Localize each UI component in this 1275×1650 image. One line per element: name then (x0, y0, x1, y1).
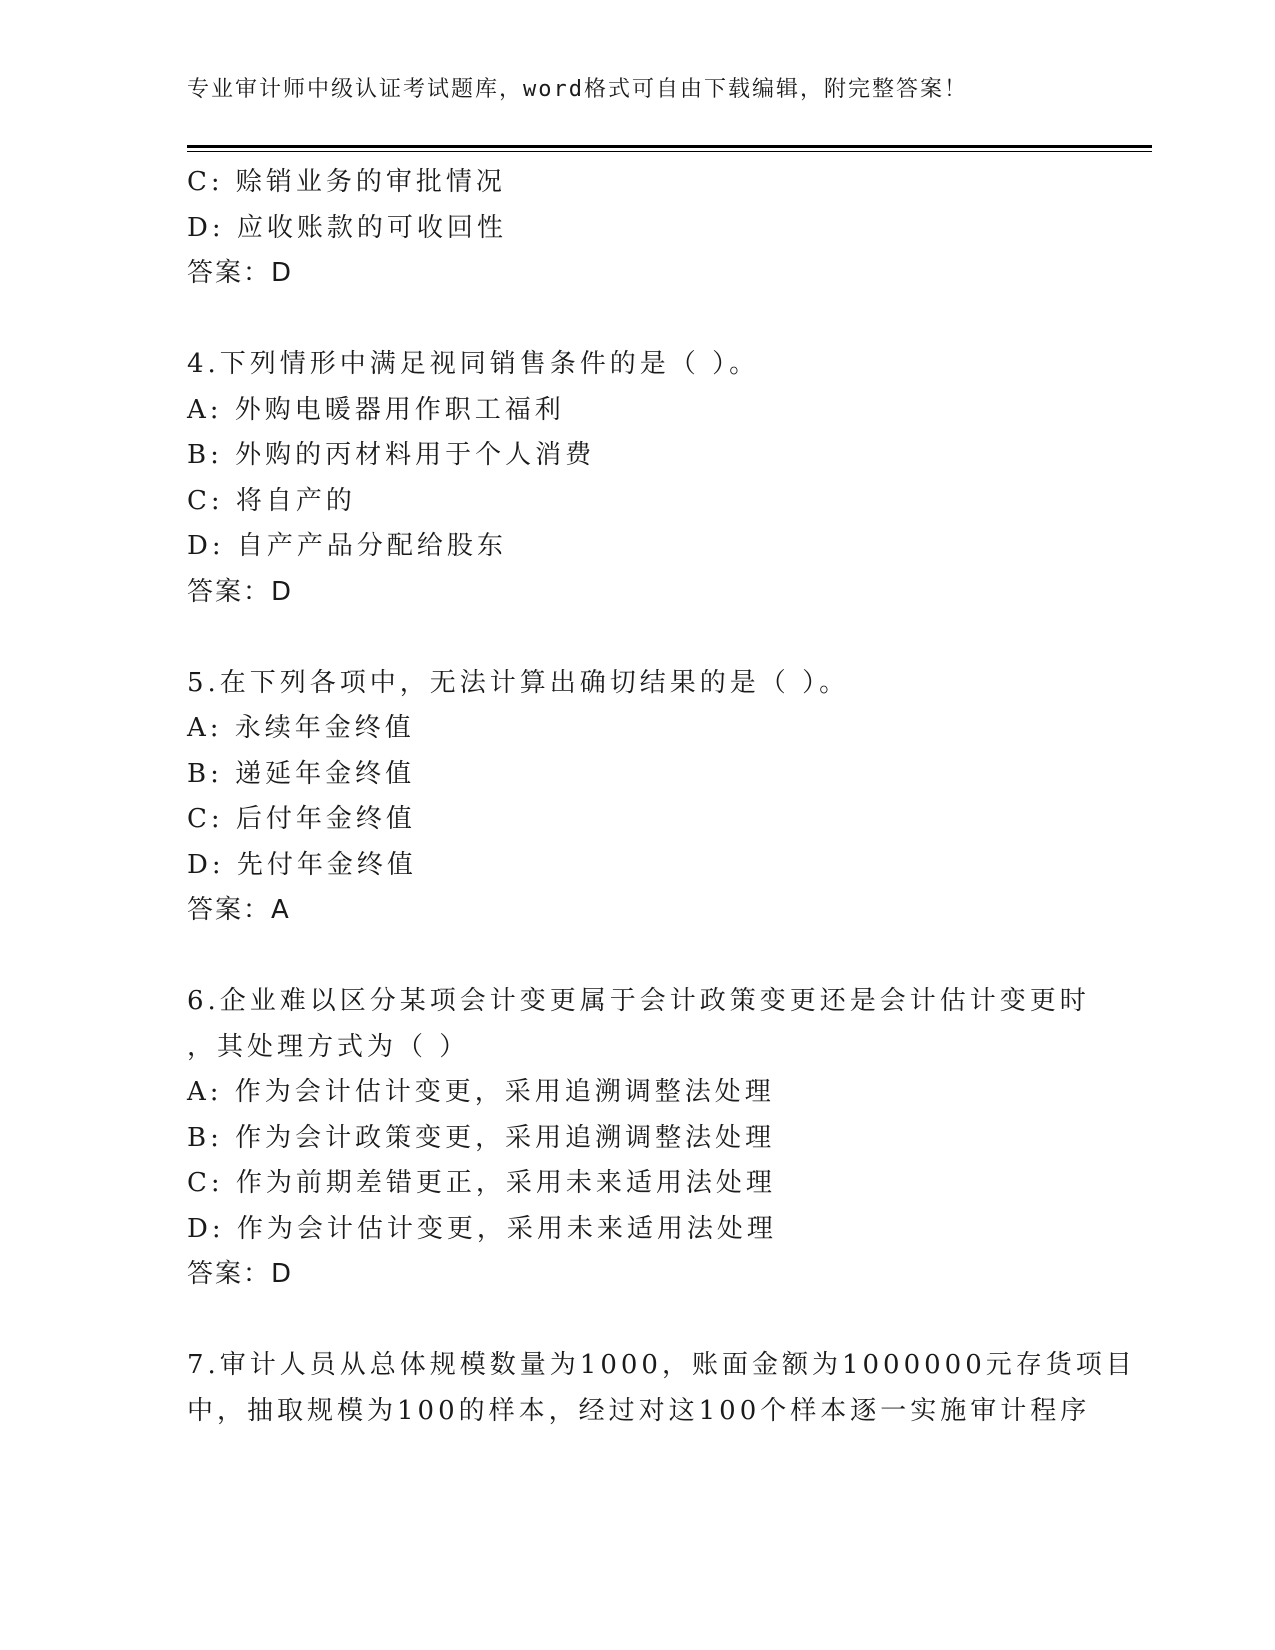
q6-stem-line2: ，其处理方式为（ ） (187, 1031, 470, 1062)
q7-stem-line1: 7.审计人员从总体规模数量为1000，账面金额为1000000元存货项目 (187, 1350, 1136, 1380)
q4-option-c: C: 将自产的 (187, 485, 356, 516)
q6-option-c: C: 作为前期差错更正，采用未来适用法处理 (187, 1168, 776, 1198)
q5-answer: 答案：A (187, 895, 291, 925)
q3-option-c: C: 赊销业务的审批情况 (187, 167, 506, 197)
q4-option-a: A: 外购电暖器用作职工福利 (187, 394, 565, 425)
q6-option-d: D: 作为会计估计变更，采用未来适用法处理 (187, 1213, 777, 1244)
q4-option-b: B: 外购的丙材料用于个人消费 (187, 440, 596, 470)
page-header: 专业审计师中级认证考试题库，word格式可自由下载编辑，附完整答案！ (187, 77, 968, 102)
q3-answer: 答案：D (187, 258, 294, 288)
header-rule-thin (187, 151, 1152, 152)
q4-stem: 4.下列情形中满足视同销售条件的是（ ）。 (187, 349, 760, 379)
q5-option-d: D: 先付年金终值 (187, 849, 417, 880)
q5-option-b: B: 递延年金终值 (187, 758, 416, 789)
q4-option-d: D: 自产产品分配给股东 (187, 531, 507, 561)
q6-stem-line1: 6.企业难以区分某项会计变更属于会计政策变更还是会计估计变更时 (187, 986, 1090, 1016)
q5-stem: 5.在下列各项中，无法计算出确切结果的是（ ）。 (187, 667, 850, 698)
question-content (187, 160, 1136, 1434)
q5-option-a: A: 永续年金终值 (187, 713, 415, 743)
q6-option-a: A: 作为会计估计变更，采用追溯调整法处理 (187, 1077, 775, 1107)
q6-answer: 答案：D (187, 1259, 294, 1289)
q3-option-d: D: 应收账款的可收回性 (187, 212, 507, 243)
q6-option-b: B: 作为会计政策变更，采用追溯调整法处理 (187, 1122, 776, 1153)
header-rule-thick (187, 145, 1152, 148)
q4-answer: 答案：D (187, 576, 294, 607)
q5-option-c: C: 后付年金终值 (187, 804, 416, 834)
q7-stem-line2: 中，抽取规模为100的样本，经过对这100个样本逐一实施审计程序 (187, 1395, 1091, 1426)
